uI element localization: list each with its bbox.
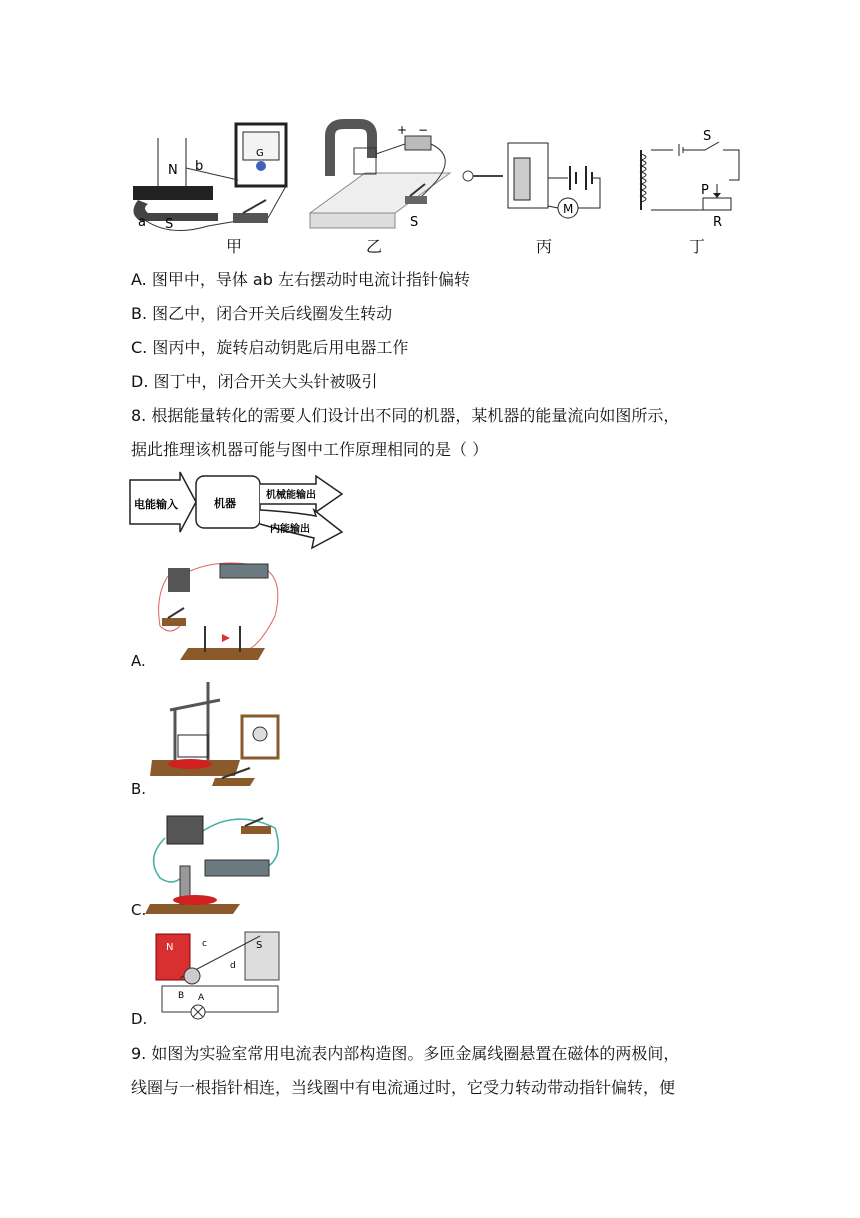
d-n-label: N (166, 942, 174, 953)
figure-label-yi: 乙 (366, 237, 383, 256)
q8-stem-line2: 据此推理该机器可能与图中工作原理相同的是（ ） (131, 440, 489, 459)
jia-n-label: N (168, 163, 178, 178)
jia-g-label: G (256, 148, 264, 159)
figure-ding (641, 129, 739, 230)
q8-option-d-letter: D. (131, 1010, 148, 1028)
ding-p-label: P (701, 183, 709, 198)
flow-output1-label: 机械能输出 (266, 490, 316, 501)
q7-option-d: D. 图丁中，闭合开关大头针被吸引 (131, 372, 378, 391)
figure-jia (133, 124, 286, 232)
option-a-image (150, 556, 285, 662)
option-c-image (145, 808, 285, 918)
d-c-label: c (202, 939, 207, 949)
d-d-label: d (230, 961, 236, 971)
figure-top-row (128, 118, 748, 258)
figure-label-bing: 丙 (536, 237, 553, 256)
jia-b-label: b (195, 159, 204, 174)
q8-option-b-letter: B. (131, 780, 147, 798)
flow-machine-label: 机器 (214, 497, 236, 510)
d-b-label: B (178, 991, 185, 1001)
ding-r-label: R (713, 215, 723, 230)
figure-yi (310, 123, 450, 230)
q8-option-a-letter: A. (131, 652, 146, 670)
jia-a-label: a (138, 215, 146, 230)
figure-label-ding: 丁 (689, 237, 706, 256)
flow-output2-label: 内能输出 (270, 524, 310, 535)
yi-s-label: S (410, 215, 419, 230)
energy-flow-diagram (128, 470, 348, 552)
ding-s-label: S (703, 129, 712, 144)
flow-input-label: 电能输入 (134, 498, 178, 511)
q9-stem-line2: 线圈与一根指针相连，当线圈中有电流通过时，它受力转动带动指针偏转，便 (131, 1078, 676, 1097)
yi-plus-label: + (397, 123, 408, 137)
q9-stem-line1: 9. 如图为实验室常用电流表内部构造图。多匝金属线圈悬置在磁体的两极间， (131, 1044, 680, 1063)
yi-minus-label: − (418, 123, 429, 137)
bing-m-label: M (563, 202, 574, 216)
d-s-label: S (256, 940, 263, 951)
q7-option-b: B. 图乙中，闭合开关后线圈发生转动 (131, 304, 393, 323)
q8-stem-line1: 8. 根据能量转化的需要人们设计出不同的机器，某机器的能量流向如图所示， (131, 406, 680, 425)
option-d-image (150, 926, 285, 1022)
jia-s-label: S (165, 217, 174, 232)
figure-bing (463, 143, 600, 218)
d-a-label: A (198, 993, 205, 1003)
option-b-image (150, 680, 285, 790)
figure-label-jia: 甲 (226, 237, 243, 256)
q7-option-a: A. 图甲中，导体 ab 左右摆动时电流计指针偏转 (131, 270, 470, 289)
q7-option-c: C. 图丙中，旋转启动钥匙后用电器工作 (131, 338, 409, 357)
q8-option-c-letter: C. (131, 901, 147, 919)
